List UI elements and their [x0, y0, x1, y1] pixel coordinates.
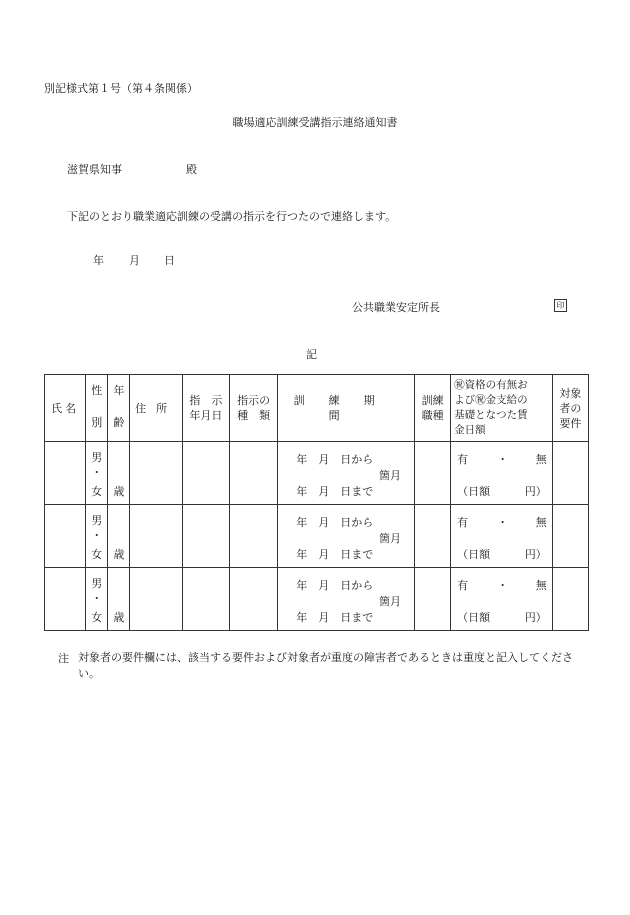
header-name: 氏名	[45, 375, 86, 442]
age-unit: 歳	[113, 548, 125, 561]
cell-target[interactable]	[552, 505, 588, 568]
gender-female: 女	[91, 548, 103, 561]
gender-male: 男	[91, 514, 103, 527]
cell-age[interactable]	[108, 568, 130, 631]
period-to: 年 月 日まで	[296, 548, 374, 561]
wage-no: 無	[535, 516, 547, 529]
wage-daily-label: （日額	[457, 548, 491, 561]
header-gender: 性 別	[86, 375, 108, 442]
cell-age[interactable]	[108, 442, 130, 505]
cell-name[interactable]	[45, 505, 86, 568]
gender-male: 男	[91, 577, 103, 590]
cell-age[interactable]	[108, 505, 130, 568]
header-instruction-date: 指 示 年月日	[182, 375, 229, 442]
cell-instruction-date[interactable]	[182, 568, 229, 631]
period-from: 年 月 日から	[296, 453, 374, 466]
cell-instruction-type[interactable]	[229, 505, 277, 568]
gender-male: 男	[91, 451, 103, 464]
cell-occupation[interactable]	[414, 505, 450, 568]
cell-target[interactable]	[552, 442, 588, 505]
wage-daily-label: （日額	[457, 485, 491, 498]
period-from: 年 月 日から	[296, 579, 374, 592]
cell-instruction-type[interactable]	[229, 442, 277, 505]
recipient-name: 滋賀県知事	[67, 163, 122, 176]
wage-yen-label: 円）	[524, 548, 547, 561]
wage-no: 無	[535, 579, 547, 592]
wage-yes: 有	[457, 579, 469, 592]
form-reference: 別記様式第１号（第４条関係）	[44, 82, 198, 95]
cell-wage[interactable]	[451, 568, 553, 631]
cell-instruction-date[interactable]	[182, 505, 229, 568]
cell-gender[interactable]	[86, 568, 108, 631]
table-header-row	[45, 375, 589, 442]
wage-yes: 有	[457, 516, 469, 529]
wage-separator: ・	[497, 453, 509, 466]
age-unit: 歳	[113, 611, 125, 624]
period-to: 年 月 日まで	[296, 485, 374, 498]
header-instruction-type: 指示の 種 類	[229, 375, 277, 442]
cell-occupation[interactable]	[414, 568, 450, 631]
cell-gender[interactable]	[86, 505, 108, 568]
cell-wage[interactable]	[451, 505, 553, 568]
gender-female: 女	[91, 485, 103, 498]
table-row	[45, 568, 589, 631]
cell-address[interactable]	[130, 442, 182, 505]
note-mark: 注	[58, 652, 69, 665]
wage-no: 無	[535, 453, 547, 466]
wage-separator: ・	[497, 516, 509, 529]
cell-target[interactable]	[552, 568, 588, 631]
header-address: 住所	[130, 375, 182, 442]
header-training-period: 訓練期間	[278, 375, 415, 442]
cell-training-period[interactable]	[278, 442, 415, 505]
date-year: 年	[93, 254, 104, 267]
period-from: 年 月 日から	[296, 516, 374, 529]
wage-daily-label: （日額	[457, 611, 491, 624]
seal-stamp: 印	[554, 299, 567, 312]
date-month: 月	[129, 254, 140, 267]
cell-name[interactable]	[45, 568, 86, 631]
wage-yen-label: 円）	[524, 611, 547, 624]
period-months: 箇月	[378, 595, 401, 608]
table-row	[45, 505, 589, 568]
note-text: 対象者の要件欄には、該当する要件および対象者が重度の障害者であるときは重度と記入してください。	[78, 651, 573, 680]
gender-separator: ・	[91, 592, 103, 605]
gender-separator: ・	[91, 529, 103, 542]
wage-yen-label: 円）	[524, 485, 547, 498]
gender-female: 女	[91, 611, 103, 624]
cell-training-period[interactable]	[278, 505, 415, 568]
cell-instruction-date[interactable]	[182, 442, 229, 505]
cell-address[interactable]	[130, 505, 182, 568]
date-day: 日	[164, 254, 175, 267]
body-text: 下記のとおり職業適応訓練の受講の指示を行つたので連絡します。	[67, 210, 397, 223]
period-months: 箇月	[378, 469, 401, 482]
cell-occupation[interactable]	[414, 442, 450, 505]
header-occupation: 訓練 職種	[414, 375, 450, 442]
cell-training-period[interactable]	[278, 568, 415, 631]
cell-wage[interactable]	[451, 442, 553, 505]
cell-instruction-type[interactable]	[229, 568, 277, 631]
document-title: 職場適応訓練受講指示連絡通知書	[232, 116, 398, 129]
wage-separator: ・	[497, 579, 509, 592]
cell-address[interactable]	[130, 568, 182, 631]
wage-yes: 有	[457, 453, 469, 466]
period-to: 年 月 日まで	[296, 611, 374, 624]
period-months: 箇月	[378, 532, 401, 545]
sender-title: 公共職業安定所長	[352, 301, 440, 314]
ki-heading: 記	[306, 348, 317, 361]
gender-separator: ・	[91, 466, 103, 479]
header-age: 年 齢	[108, 375, 130, 442]
age-unit: 歳	[113, 485, 125, 498]
recipient-honorific: 殿	[186, 163, 197, 176]
trainee-table	[44, 374, 589, 631]
cell-gender[interactable]	[86, 442, 108, 505]
cell-name[interactable]	[45, 442, 86, 505]
header-target: 対象 者の 要件	[552, 375, 588, 442]
table-row	[45, 442, 589, 505]
header-wage: ㊗資格の有無お よび㊗金支給の 基礎となつた賃 金日額	[451, 375, 553, 442]
